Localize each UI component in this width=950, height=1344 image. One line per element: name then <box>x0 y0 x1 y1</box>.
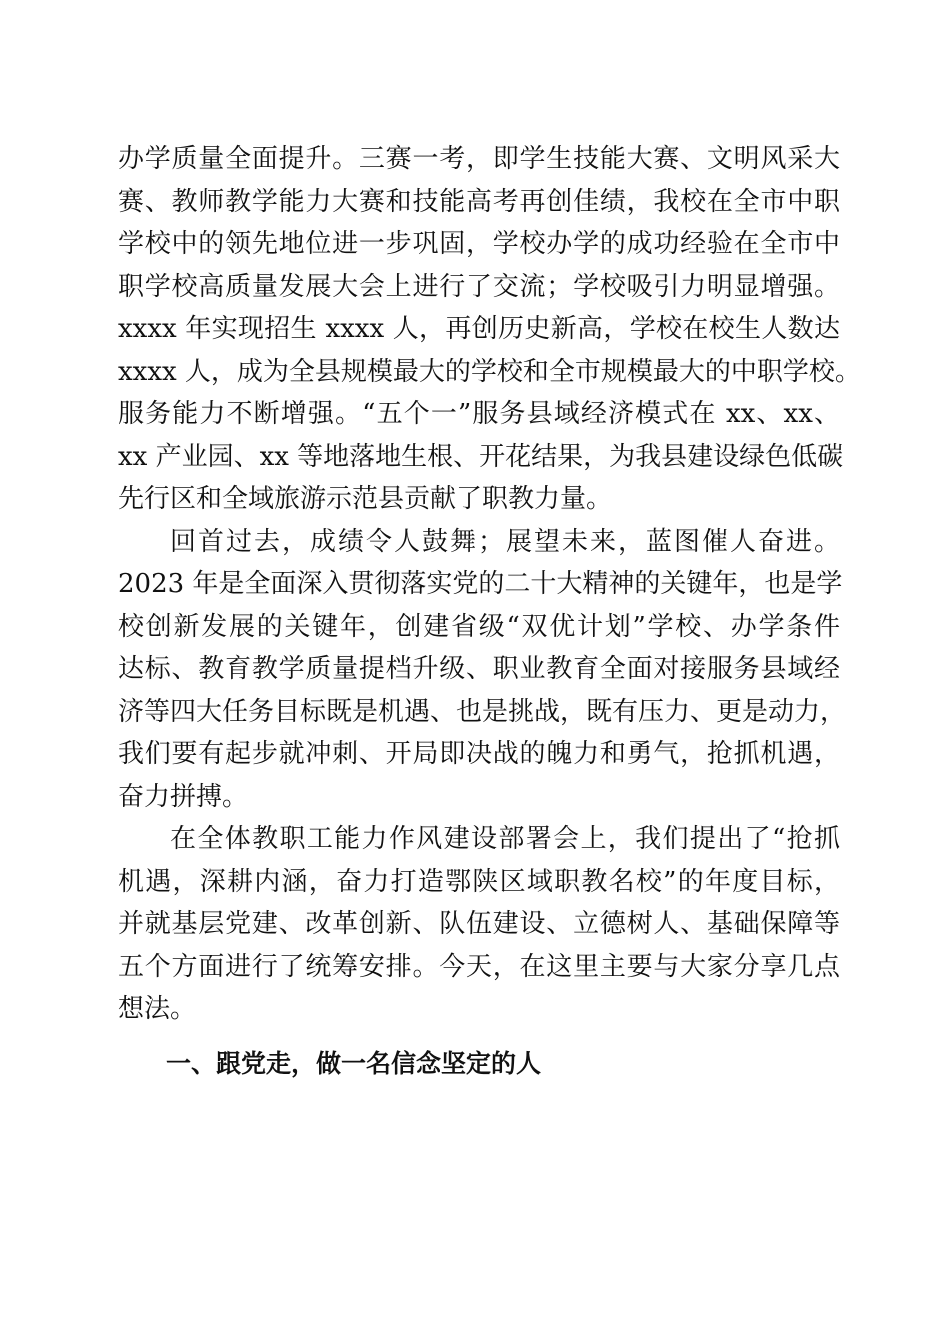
text-line: 我们要有起步就冲刺、开局即决战的魄力和勇气，抢抓机遇， <box>118 739 840 769</box>
text-line: xxxx 人，成为全县规模最大的学校和全市规模最大的中职学校。 <box>118 356 861 387</box>
text-line: 并就基层党建、改革创新、队伍建设、立德树人、基础保障等 <box>118 909 840 939</box>
text-line: 校创新发展的关键年，创建省级“双优计划”学校、办学条件 <box>118 611 840 642</box>
text-line: 回首过去，成绩令人鼓舞；展望未来，蓝图催人奋进。 <box>170 526 840 557</box>
text-line: 先行区和全域旅游示范县贡献了职教力量。 <box>118 484 613 514</box>
text-line: 机遇，深耕内涵，奋力打造鄂陕区域职教名校”的年度目标， <box>118 866 840 897</box>
text-line: 济等四大任务目标既是机遇、也是挑战，既有压力、更是动力， <box>118 696 847 727</box>
text-line: 五个方面进行了统筹安排。今天，在这里主要与大家分享几点 <box>118 951 840 982</box>
text-line: xxxx 年实现招生 xxxx 人，再创历史新高，学校在校生人数达 <box>118 314 840 344</box>
text-line: 服务能力不断增强。“五个一”服务县域经济模式在 xx、xx、 <box>118 399 840 429</box>
paragraph-2 <box>118 521 847 819</box>
text-line: 想法。 <box>118 994 197 1024</box>
text-line: 办学质量全面提升。三赛一考，即学生技能大赛、文明风采大 <box>118 144 840 174</box>
text-line: 达标、教育教学质量提档升级、职业教育全面对接服务县域经 <box>118 654 840 684</box>
paragraph-1 <box>118 138 861 521</box>
text-line: 学校中的领先地位进一步巩固，学校办学的成功经验在全市中 <box>118 229 840 259</box>
paragraph-3 <box>118 818 840 1031</box>
text-line: xx 产业园、xx 等地落地生根、开花结果，为我县建设绿色低碳 <box>118 441 844 472</box>
text-line: 职学校高质量发展大会上进行了交流；学校吸引力明显增强。 <box>118 271 840 302</box>
section-heading: 一、跟党走，做一名信念坚定的人 <box>166 1048 542 1078</box>
text-line: 奋力拼搏。 <box>118 781 249 812</box>
text-line: 赛、教师教学能力大赛和技能高考再创佳绩，我校在全市中职 <box>118 186 840 217</box>
text-line: 在全体教职工能力作风建设部署会上，我们提出了“抢抓 <box>170 824 840 854</box>
document-body <box>118 138 861 1085</box>
text-line: 2023 年是全面深入贯彻落实党的二十大精神的关键年，也是学 <box>118 569 843 599</box>
